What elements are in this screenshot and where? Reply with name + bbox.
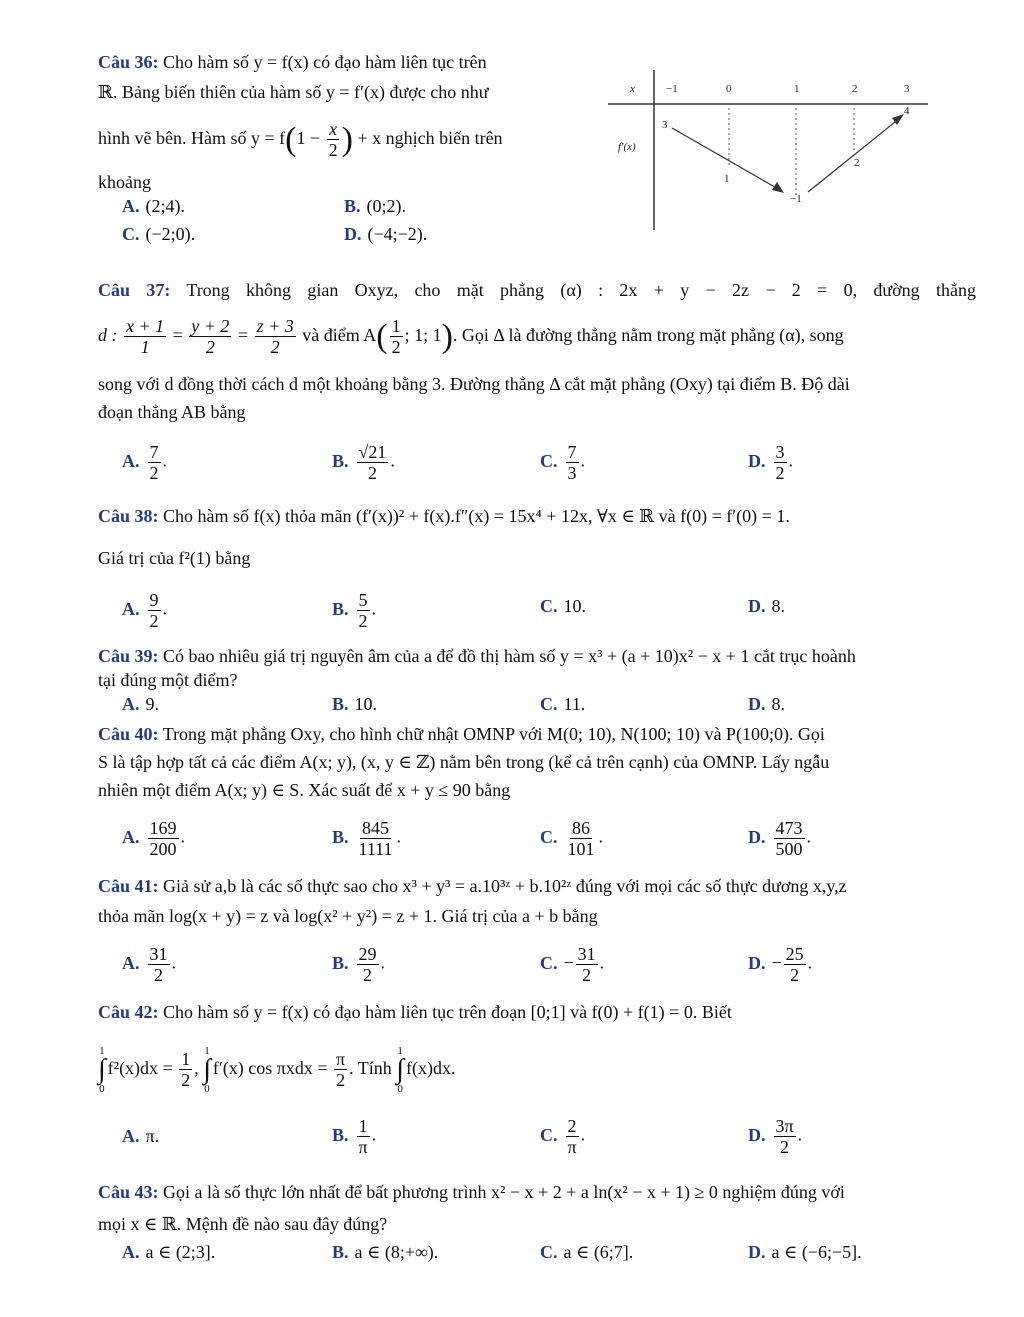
q39-option-d[interactable]: D. 8. [748,694,785,714]
q38-option-d[interactable]: D. 8. [748,596,785,616]
q38-option-b[interactable]: B. $\frac{5}{2}$ . [332,590,377,631]
q40-line3: nhiên một điểm A(x; y) ∈ S. Xác suất để x + y ≤ 90 bằng [98,780,511,800]
q36-label: Câu 36: [98,52,159,72]
q42-option-b[interactable]: B. $\frac{1}{\pi}$ . [332,1116,377,1157]
q41-option-b[interactable]: B. $\frac{29}{2}$ . [332,944,386,985]
q37-frac-point: $\frac{1}{2}$ [391,316,401,358]
q37-label: Câu 37: [98,280,171,300]
q43-option-d[interactable]: D. a ∈ (−6;−5]. [748,1242,862,1262]
table-x-value: 3 [904,83,910,95]
table-value: 3 [662,119,668,131]
q40-option-a[interactable]: A. $\frac{169}{200}$ . [122,818,185,859]
q43-option-b[interactable]: B. a ∈ (8;+∞). [332,1242,439,1262]
table-x-value: 2 [852,83,858,95]
q36-fraction: $\frac{x}{2}$ [328,119,338,161]
q41-option-a[interactable]: A. $\frac{31}{2}$ . [122,944,176,985]
q43-line2: mọi x ∈ ℝ. Mệnh đề nào sau đây đúng? [98,1214,388,1234]
q38-option-c[interactable]: C. 10. [540,596,586,616]
q36-line3: hình vẽ bên. Hàm số y = f(1 − $\frac{x}{2}$ ) + x nghịch biến trên [98,119,503,161]
q39-option-c[interactable]: C. 11. [540,694,586,714]
q36-line1: Câu 36: Cho hàm số y = f(x) có đạo hàm liên tục trên [98,52,487,72]
q39-label: Câu 39: [98,646,159,666]
q41-line1: Câu 41: Giả sử a,b là các số thực sao cho x³ + y³ = a.10³ᶻ + b.10²ᶻ đúng với mọi các số thực dương x,y,z [98,876,847,896]
q40-option-b[interactable]: B. $\frac{845}{1111}$ . [332,818,402,859]
q40-line2: S là tập hợp tất cả các điểm A(x; y), (x, y ∈ ℤ) nằm bên trong (kể cả trên cạnh) của OMNP. Lấy ngẫu [98,752,830,772]
q43-option-a[interactable]: A. a ∈ (2;3]. [122,1242,216,1262]
table-value: 1 [724,173,730,185]
q41-option-d[interactable]: D. − $\frac{25}{2}$ . [748,944,813,985]
q42-option-c[interactable]: C. $\frac{2}{\pi}$ . [540,1116,586,1157]
q37-line1: Câu 37: Trong không gian Oxyz, cho mặt phẳng (α) : 2x + y − 2z − 2 = 0, đường thẳng [98,280,976,300]
q43-line1: Câu 43: Gọi a là số thực lớn nhất để bất phương trình x² − x + 2 + a ln(x² − x + 1) ≥ 0 nghiệm đúng với [98,1182,845,1202]
q37-option-b[interactable]: B. $\frac{√21}{2}$ . [332,442,395,483]
integral-sign: 1 ∫ 0 [396,1044,404,1095]
table-value: 2 [854,157,860,169]
q36-option-d[interactable]: D. (−4;−2). [344,224,428,244]
q39-option-a[interactable]: A. 9. [122,694,159,714]
q37-frac-x: $\frac{x + 1}{1}$ [126,316,165,358]
q42-line1: Câu 42: Cho hàm số y = f(x) có đạo hàm liên tục trên đoạn [0;1] và f(0) + f(1) = 0. Biết [98,1002,732,1022]
integral-sign: 1 ∫ 0 [203,1044,211,1095]
decreasing-arrowhead [772,182,784,193]
q41-option-c[interactable]: C. − $\frac{31}{2}$ . [540,944,605,985]
q40-option-c[interactable]: C. $\frac{86}{101}$ . [540,818,603,859]
q40-option-d[interactable]: D. $\frac{473}{500}$ . [748,818,811,859]
q40-line1: Câu 40: Trong mặt phẳng Oxy, cho hình chữ nhật OMNP với M(0; 10), N(100; 10) và P(100;0). Gọi [98,724,825,744]
table-row-label: f′(x) [618,141,636,153]
q37-option-c[interactable]: C. $\frac{7}{3}$ . [540,442,585,483]
q38-line2: Giá trị của f²(1) bằng [98,548,251,568]
q42-label: Câu 42: [98,1002,159,1022]
q38-label: Câu 38: [98,506,159,526]
q36-option-a[interactable]: A. (2;4). [122,196,185,216]
q42-line2: 1 ∫ 0 f²(x)dx = $\frac{1}{2}$ , 1 ∫ 0 f′(x) cos πxdx = $\frac{\pi}{2}$ . Tính 1 ∫ 0 f(x)dx. [98,1044,456,1095]
q41-label: Câu 41: [98,876,159,896]
q38-line1: Câu 38: Cho hàm số f(x) thỏa mãn (f′(x))² + f(x).f″(x) = 15x⁴ + 12x, ∀x ∈ ℝ và f(0) = f′(0) = 1. [98,506,790,526]
table-x-value: 0 [726,83,732,95]
q39-line2: tại đúng một điểm? [98,670,238,690]
q39-line1: Câu 39: Có bao nhiêu giá trị nguyên âm của a để đồ thị hàm số y = x³ + (a + 10)x² − x + 1 cắt trục hoành [98,646,856,666]
table-x-value: 1 [794,83,800,95]
q37-line2: d : $\frac{x + 1}{1}$ = $\frac{y + 2}{2}$ = $\frac{z + 3}{2}$ và điểm A( $\frac{1}{2}$ ; 1; 1). Gọi Δ là đường thẳng nằm trong mặt phẳng (α), song [98,316,844,358]
integral-sign: 1 ∫ 0 [98,1044,106,1095]
q43-option-c[interactable]: C. a ∈ (6;7]. [540,1242,634,1262]
q36-option-b[interactable]: B. (0;2). [344,196,407,216]
q36-line4: khoảng [98,172,151,192]
table-x-label: x [630,83,635,95]
table-x-value: −1 [666,83,678,95]
q39-option-b[interactable]: B. 10. [332,694,378,714]
variation-table-figure [608,68,938,238]
q37-line3: song với d đồng thời cách d một khoảng bằng 3. Đường thẳng Δ cắt mặt phẳng (Oxy) tại điểm B. Độ dài [98,374,850,394]
q38-option-a[interactable]: A. $\frac{9}{2}$ . [122,590,167,631]
table-value: −1 [790,193,802,205]
q36-option-c[interactable]: C. (−2;0). [122,224,196,244]
q42-option-d[interactable]: D. $\frac{3\pi}{2}$ . [748,1116,803,1157]
q37-frac-y: $\frac{y + 2}{2}$ [191,316,230,358]
q37-frac-z: $\frac{z + 3}{2}$ [256,316,294,358]
q41-line2: thỏa mãn log(x + y) = z và log(x² + y²) = z + 1. Giá trị của a + b bằng [98,906,598,926]
q37-line4: đoạn thẳng AB bằng [98,402,246,422]
q40-label: Câu 40: [98,724,159,744]
q36-line2: ℝ. Bảng biến thiên của hàm số y = f′(x) được cho như [98,82,489,102]
table-value: 4 [904,105,910,117]
q42-option-a[interactable]: A. π. [122,1126,160,1146]
q37-option-a[interactable]: A. $\frac{7}{2}$ . [122,442,167,483]
q37-option-d[interactable]: D. $\frac{3}{2}$ . [748,442,793,483]
q43-label: Câu 43: [98,1182,159,1202]
